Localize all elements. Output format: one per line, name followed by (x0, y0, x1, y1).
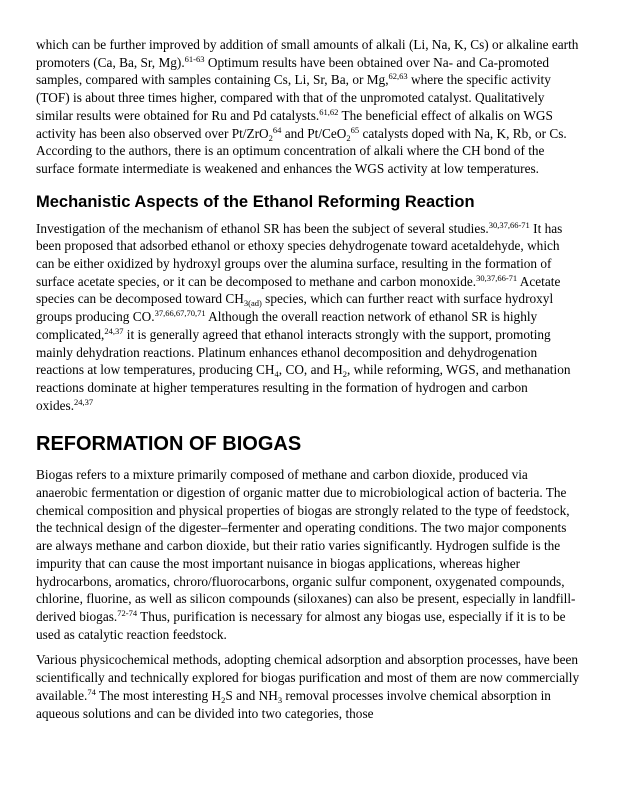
text: The beneficial effect of alkalis on WGS activity has been also observed over Pt/ZrO (36, 107, 553, 141)
text: Acetate species can be decomposed toward CH (36, 273, 561, 307)
text: Various physicochemical methods, adopting chemical adsorption and absorption processes, have been scientifically and technically explored for biogas purification and most of them are now commercially available. (36, 652, 580, 703)
reference: 37,66,67,70,71 (154, 308, 206, 319)
text: it is generally agreed that ethanol interacts strongly with the support, promoting mainly dehydration reactions. Platinum enhances ethanol decomposition and dehydrogenation reactions at low temperatures, producing CH (36, 326, 551, 378)
reference: 30,37,66-71 (476, 272, 518, 283)
subscript: 3(ad) (243, 298, 262, 309)
text: , while reforming, WGS, and methanation reactions dominate at higher temperatures resulting in the formation of hydrogen and carbon oxides. (36, 362, 571, 413)
reference: 61,62 (319, 106, 339, 117)
document-page (36, 36, 581, 722)
subscript: 2 (342, 369, 347, 380)
text: S and NH (225, 687, 278, 703)
paragraph-mechanism (36, 220, 581, 415)
text: Optimum results have been obtained over Na- and Ca-promoted samples, compared with samples containing Cs, Li, Sr, Ba, or Mg, (36, 54, 550, 88)
reference: 74 (87, 686, 96, 697)
section-heading-mechanistic: Mechanistic Aspects of the Ethanol Reforming Reaction (36, 192, 475, 211)
text: which can be further improved by addition of small amounts of alkali (Li, Na, K, Cs) or alkaline earth promoters (Ca, Ba, Sr, Mg). (36, 37, 579, 70)
subscript: 3 (277, 694, 283, 705)
text: removal processes involve chemical absorption in aqueous solutions and can be divided into two categories, those (36, 687, 551, 721)
text: where the specific activity (TOF) is about three times higher, compared with that of the unpromoted catalyst. Qualitatively similar results were obtained for Ru and Pd catalysts. (36, 72, 551, 123)
reference: 62,63 (388, 71, 408, 82)
reference: 24,37 (104, 325, 124, 336)
paragraph-biogas-definition (36, 466, 581, 643)
reference: 61-63 (184, 53, 205, 64)
text: and Pt/CeO (281, 125, 347, 141)
text: catalysts doped with Na, K, Rb, or Cs. According to the authors, there is an optimum concentration of alkali where the CH bond of the surface formate intermediate is weakened and enhances the WGS activity at low temperatures. (36, 125, 567, 176)
text: The most interesting H (95, 687, 222, 703)
subscript: 2 (221, 694, 226, 705)
text: Investigation of the mechanism of ethanol SR has been the subject of several studies. (36, 220, 489, 236)
reference: 30,37,66-71 (488, 219, 530, 230)
reference: 64 (272, 124, 282, 135)
text: , CO, and H (278, 362, 343, 378)
reference: 24,37 (74, 396, 94, 407)
reference: 65 (350, 124, 360, 135)
paragraph-biogas-purification (36, 651, 581, 722)
subscript: 2 (268, 132, 273, 143)
text: Thus, purification is necessary for almost any biogas use, especially if it is to be used as catalytic reaction feedstock. (36, 608, 566, 642)
reference: 72-74 (117, 607, 138, 618)
paragraph-alkali-promoters (36, 36, 581, 178)
text: Biogas refers to a mixture primarily composed of methane and carbon dioxide, produced via anaerobic fermentation or digestion of organic matter due to microbiological action of bacteria. The chemical composition and physical properties of biogas are strongly related to the type of feedstock, the technical design of the digester–fermenter and operating conditions. The two major components are always methane and carbon dioxide, but their ratio varies significantly. Hydrogen sulfide is the impurity that can cause the most important nuisance in biogas applications, whereas higher hydrocarbons, aromatics, chroro/fluorocarbons, organic sulfur component, oxygenated compounds, chlorine, fluorine, as well as silicon compounds (siloxanes) can also be present, especially in landfill-derived biogas. (36, 467, 576, 624)
text: Although the overall reaction network of ethanol SR is highly complicated, (36, 309, 538, 342)
text: It has been proposed that adsorbed ethanol or ethoxy species dehydrogenate toward acetaldehyde, which can be either oxidized by hydroxyl groups over the alumina surface, resulting in the formation of surface acetate species, or it can be decomposed to methane and carbon monoxide. (36, 220, 563, 289)
text: species, which can further react with surface hydroxyl groups producing CO. (36, 291, 554, 325)
section-heading-biogas: REFORMATION OF BIOGAS (36, 433, 302, 456)
subscript: 2 (346, 132, 351, 143)
subscript: 4 (274, 369, 279, 380)
